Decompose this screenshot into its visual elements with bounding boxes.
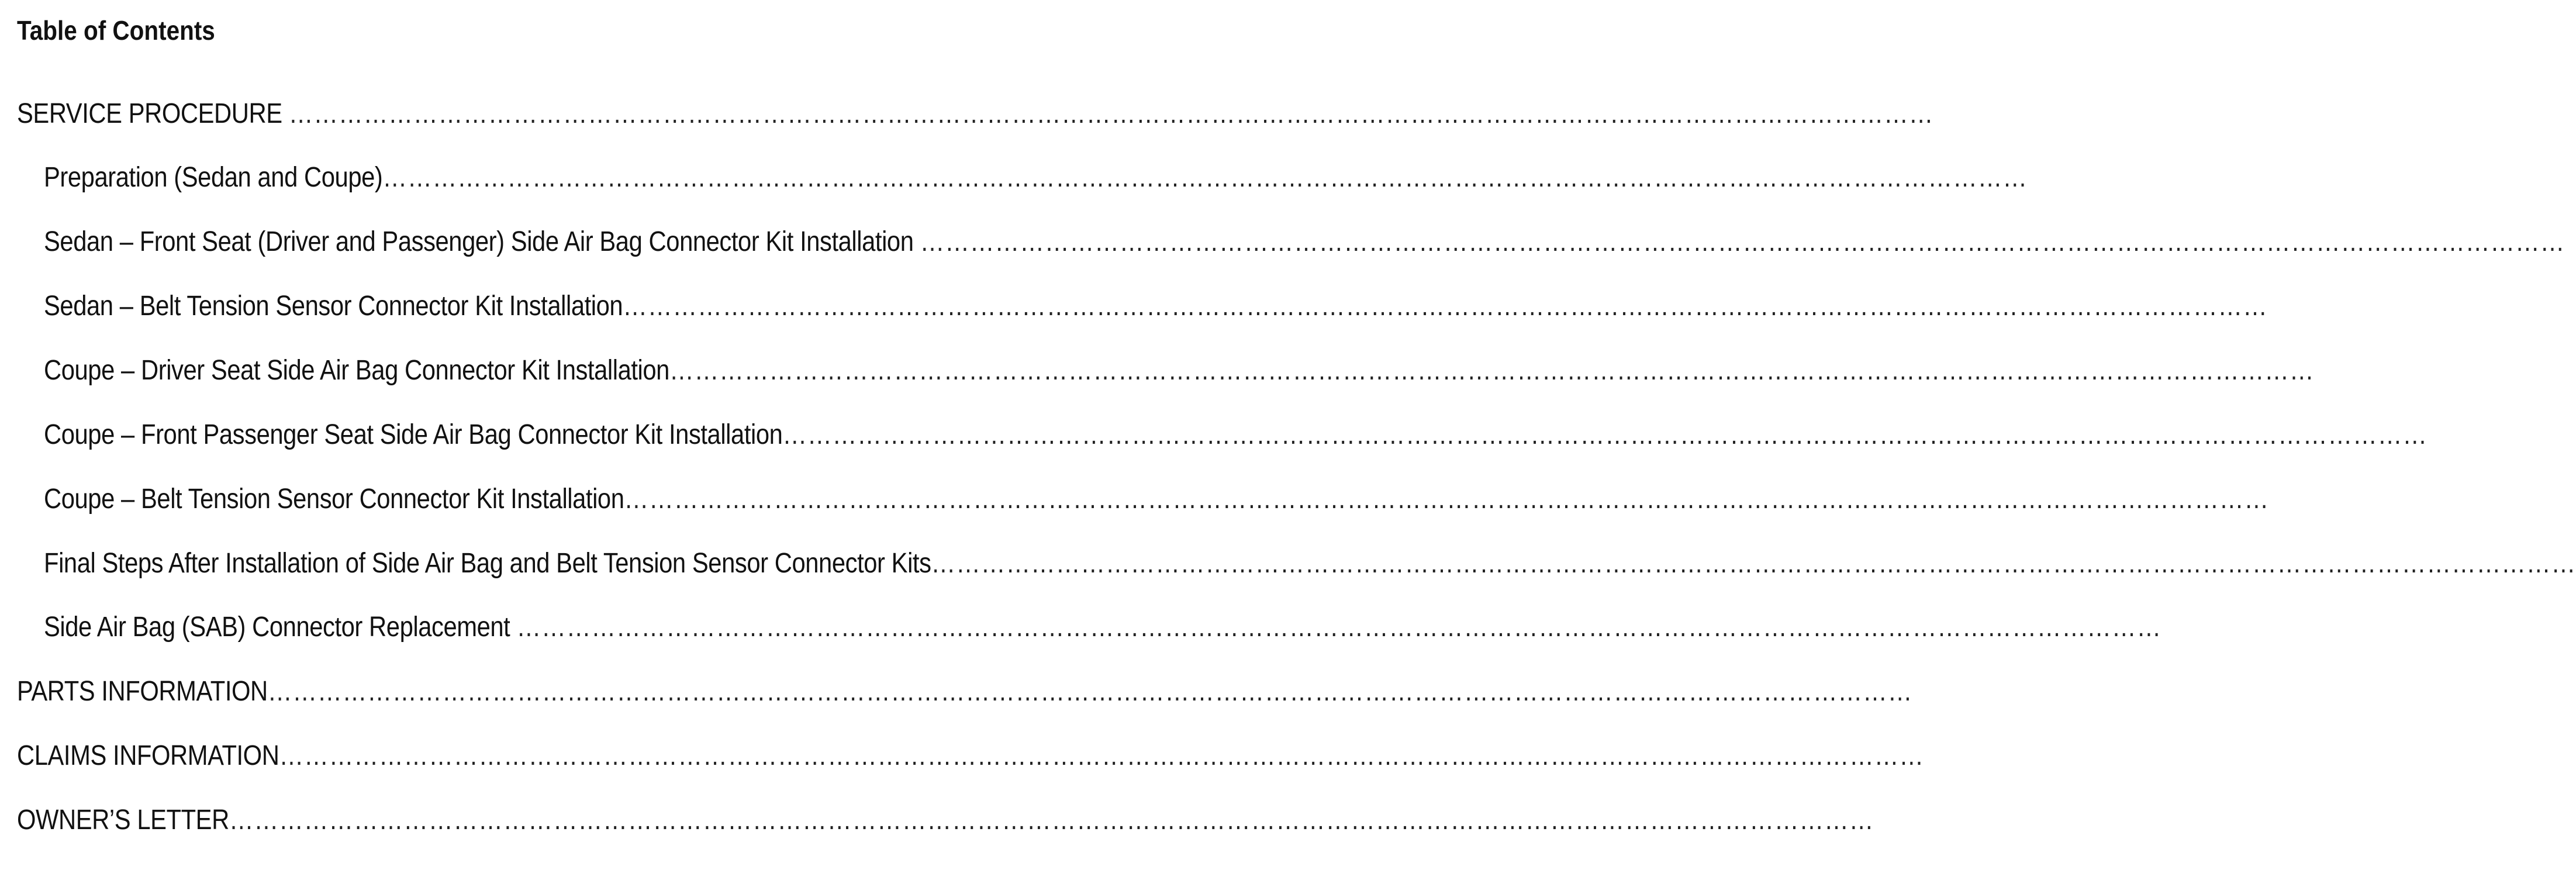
toc-entry-label: Coupe – Front Passenger Seat Side Air Bag Connector Kit Installation xyxy=(44,419,783,450)
toc-entry-label: PARTS INFORMATION xyxy=(17,676,268,707)
toc-entry-text xyxy=(17,800,1874,841)
toc-entry-text xyxy=(17,671,1913,712)
toc-entry-service-procedure[interactable] xyxy=(0,94,1934,134)
toc-leader-dots: ……………………………………………………………………………………………………………………………………………………………………………… xyxy=(931,548,2576,579)
toc-entry-text xyxy=(44,222,2565,263)
toc-entry-label: Coupe – Driver Seat Side Air Bag Connector Kit Installation xyxy=(44,355,669,386)
toc-entry-text xyxy=(44,479,2270,520)
toc-leader-dots: ……………………………………………………………………………………………………………………………………………………………………………… xyxy=(623,291,2268,322)
toc-entry-text xyxy=(44,286,2268,327)
toc-leader-dots: ……………………………………………………………………………………………………………………………………………………………………………… xyxy=(267,676,1913,707)
toc-entry-owners-letter[interactable] xyxy=(0,800,1874,841)
toc-entry-sedan-belt-tension[interactable] xyxy=(0,286,2268,327)
toc-entry-coupe-passenger-seat-sab[interactable] xyxy=(0,415,2427,455)
toc-entry-text xyxy=(44,157,2028,198)
toc-entry-label: Side Air Bag (SAB) Connector Replacement xyxy=(44,612,517,643)
toc-entry-label: Sedan – Belt Tension Sensor Connector Kit Installation xyxy=(44,291,623,322)
toc-entry-claims-information[interactable] xyxy=(0,736,1925,776)
toc-entry-final-steps[interactable] xyxy=(0,543,2576,584)
toc-entry-sab-connector-replacement[interactable] xyxy=(0,607,2162,648)
toc-entry-coupe-driver-seat-sab[interactable] xyxy=(0,350,2315,391)
toc-leader-dots: ……………………………………………………………………………………………………………………………………………………………………………… xyxy=(229,805,1874,836)
toc-entry-label: OWNER’S LETTER xyxy=(17,805,229,836)
toc-entry-label: Coupe – Belt Tension Sensor Connector Kit Installation xyxy=(44,484,624,515)
toc-entry-text xyxy=(17,736,1925,776)
toc-entry-label: CLAIMS INFORMATION xyxy=(17,740,279,771)
toc-leader-dots: ……………………………………………………………………………………………………………………………………………………………………………… xyxy=(516,612,2162,643)
toc-entry-text xyxy=(44,350,2315,391)
toc-entry-label: Sedan – Front Seat (Driver and Passenger) Side Air Bag Connector Kit Installation xyxy=(44,226,920,257)
toc-entry-sedan-front-seat-sab[interactable] xyxy=(0,222,2565,263)
toc-leader-dots: ……………………………………………………………………………………………………………………………………………………………………………… xyxy=(624,484,2270,515)
toc-entry-coupe-belt-tension[interactable] xyxy=(0,479,2270,520)
toc-leader-dots: ……………………………………………………………………………………………………………………………………………………………………………… xyxy=(288,98,1934,129)
toc-entry-parts-information[interactable] xyxy=(0,671,1913,712)
toc-entry-preparation[interactable] xyxy=(0,157,2028,198)
toc-title: Table of Contents xyxy=(17,15,215,46)
toc-leader-dots: ……………………………………………………………………………………………………………………………………………………………………………… xyxy=(279,740,1925,771)
toc-entry-text xyxy=(44,543,2576,584)
toc-entry-label: Preparation (Sedan and Coupe) xyxy=(44,162,383,193)
toc-leader-dots: ……………………………………………………………………………………………………………………………………………………………………………… xyxy=(782,419,2427,450)
toc-entry-text xyxy=(44,607,2162,648)
toc-entry-text xyxy=(44,415,2427,455)
toc-leader-dots: ……………………………………………………………………………………………………………………………………………………………………………… xyxy=(669,355,2315,386)
toc-leader-dots: ……………………………………………………………………………………………………………………………………………………………………………… xyxy=(382,162,2028,193)
toc-leader-dots: ……………………………………………………………………………………………………………………………………………………………………………… xyxy=(920,226,2565,257)
toc-entry-label: SERVICE PROCEDURE xyxy=(17,98,289,129)
toc-entry-label: Final Steps After Installation of Side Air Bag and Belt Tension Sensor Connector Kits xyxy=(44,548,931,579)
toc-entry-text xyxy=(17,94,1934,134)
